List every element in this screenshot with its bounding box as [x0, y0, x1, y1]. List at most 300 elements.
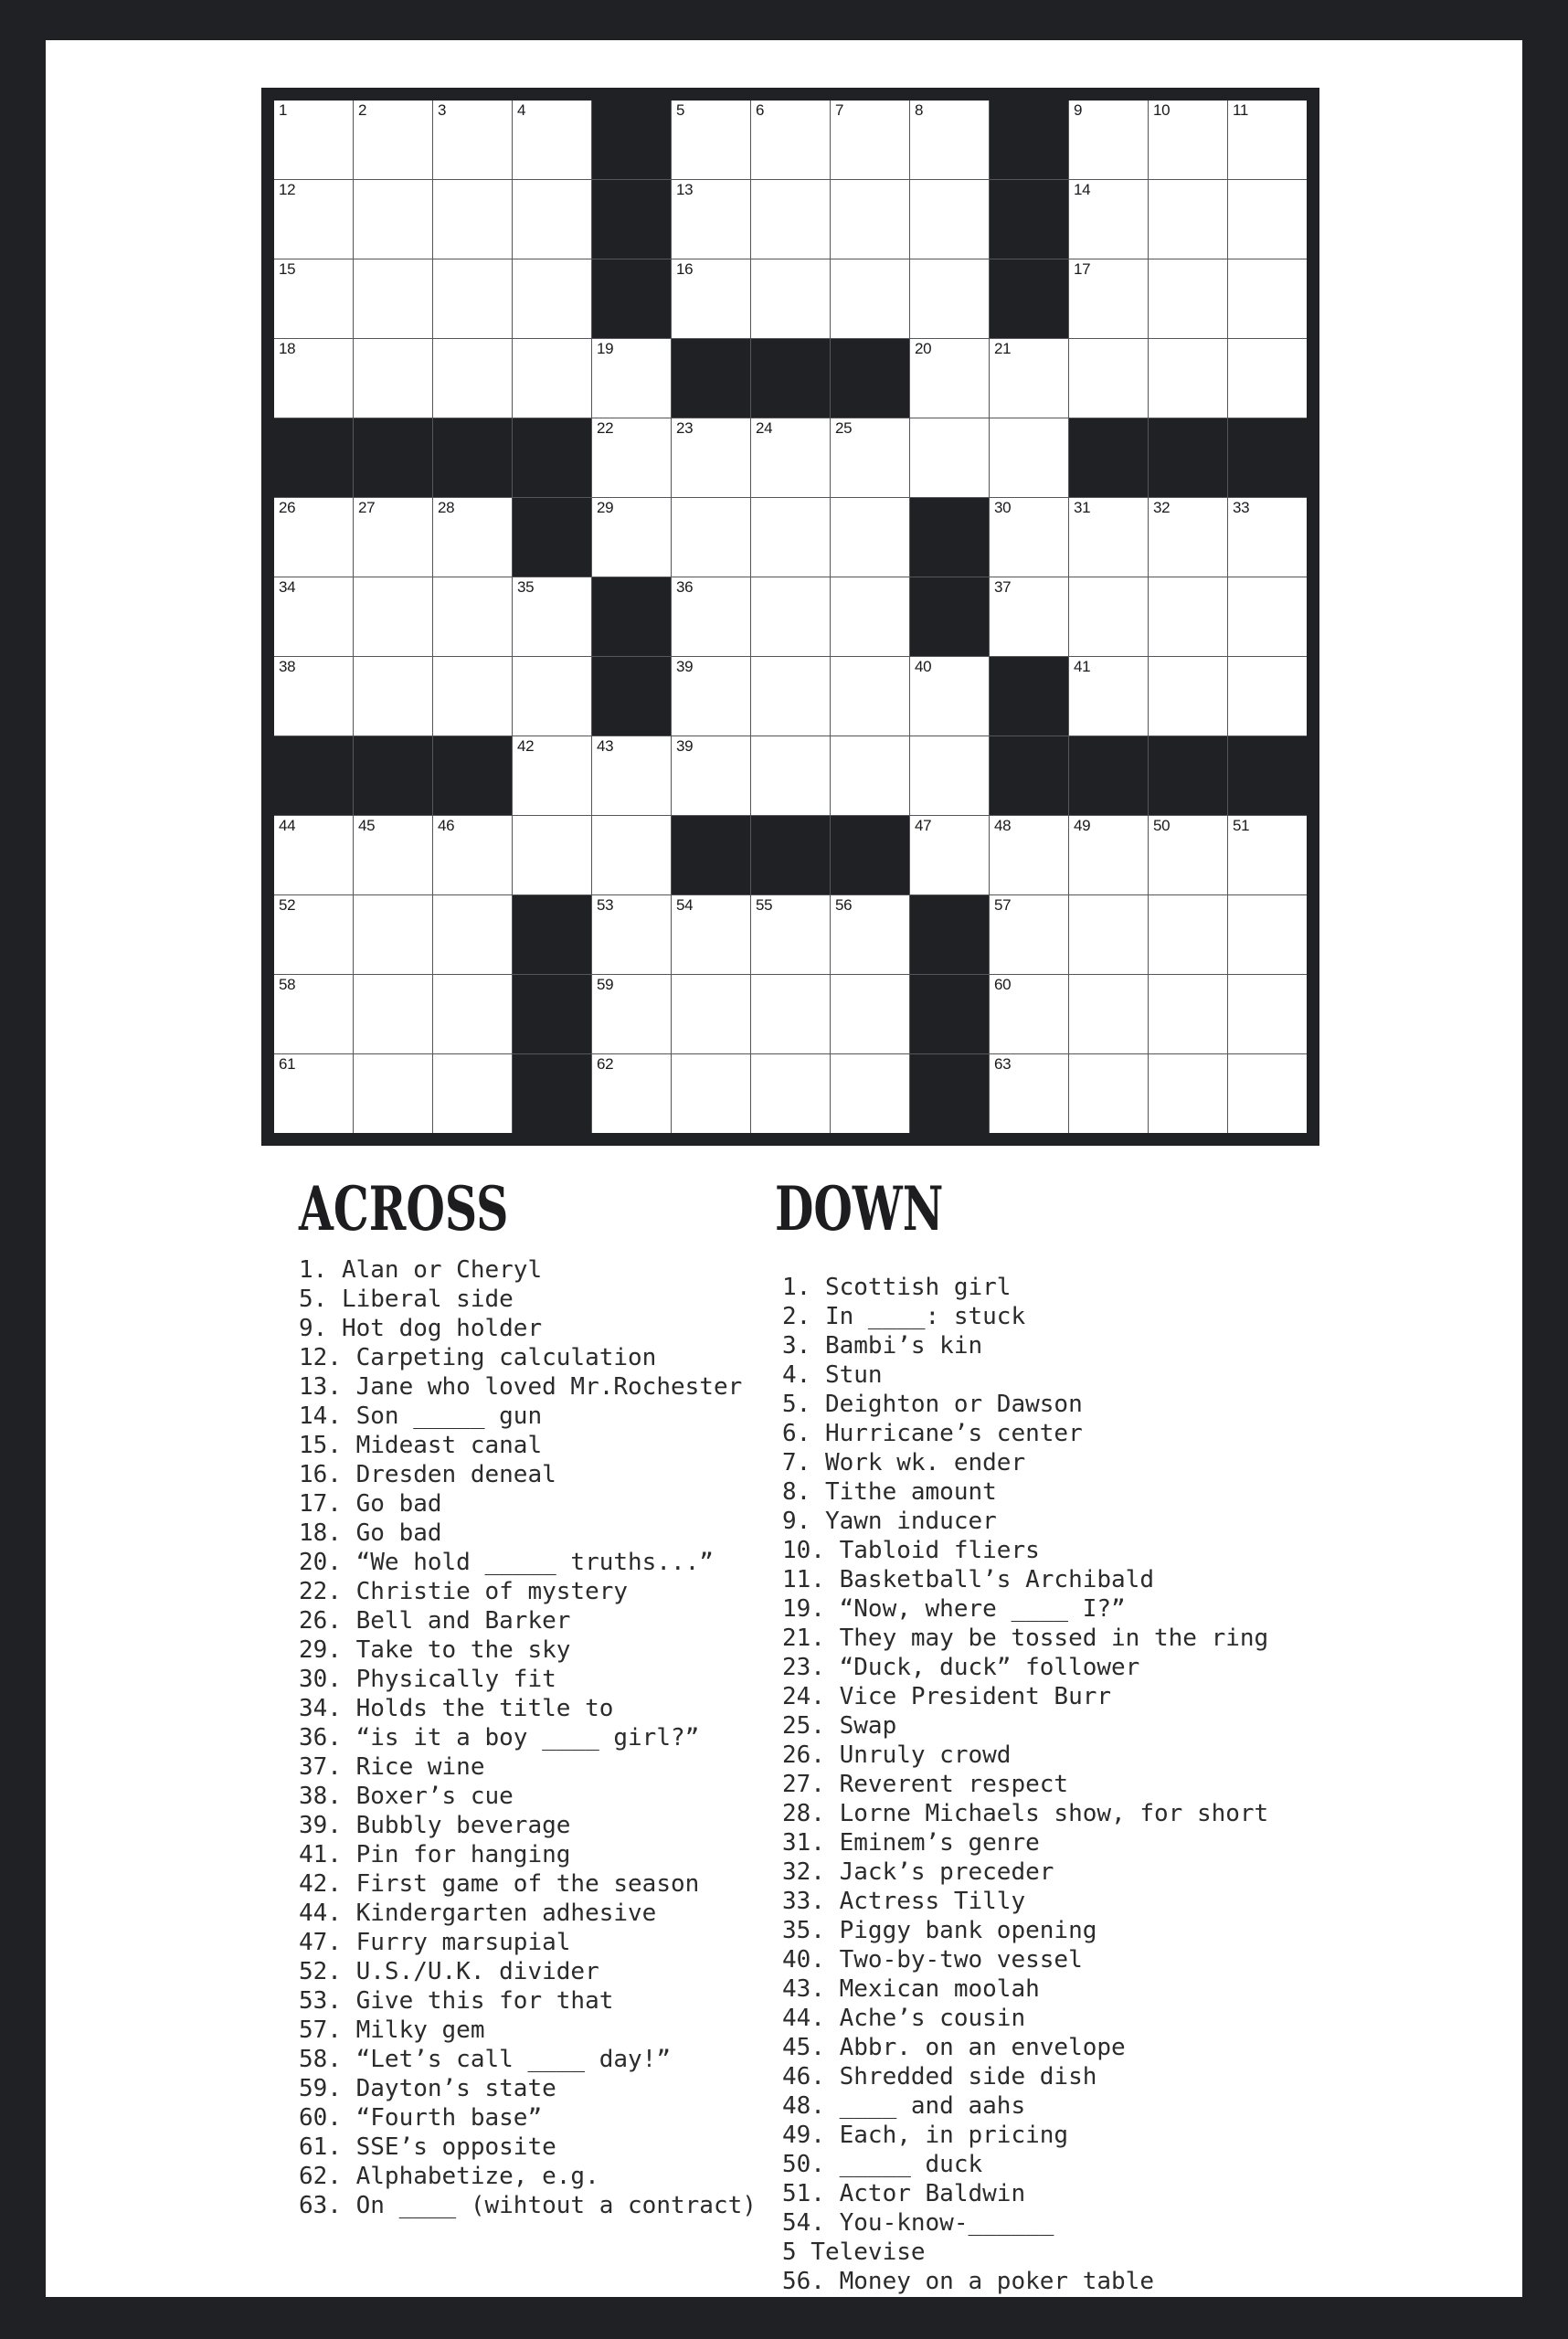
grid-cell[interactable]	[433, 498, 512, 577]
down-clue: 50. _____ duck	[782, 2151, 983, 2178]
cell-number: 63	[994, 1055, 1012, 1073]
grid-cell[interactable]	[592, 975, 671, 1053]
grid-cell[interactable]	[831, 657, 909, 736]
grid-cell[interactable]	[1069, 180, 1148, 259]
cell-number: 28	[438, 499, 455, 516]
grid-cell[interactable]	[1228, 657, 1307, 736]
grid-cell[interactable]	[1228, 1054, 1307, 1133]
cell-number: 38	[279, 658, 296, 675]
down-clue: 51. Actor Baldwin	[782, 2180, 1026, 2207]
across-clue: 34. Holds the title to	[299, 1695, 614, 1722]
grid-cell-black	[990, 180, 1068, 259]
cell-number: 8	[915, 101, 924, 119]
grid-cell[interactable]	[354, 577, 432, 656]
grid-cell[interactable]	[990, 816, 1068, 894]
grid-cell-black	[910, 498, 989, 577]
grid-cell-black	[513, 1054, 591, 1133]
down-clue: 35. Piggy bank opening	[782, 1917, 1097, 1944]
grid-cell[interactable]	[274, 657, 353, 736]
across-clue: 20. “We hold _____ truths...”	[299, 1549, 714, 1576]
cell-number: 23	[676, 419, 694, 437]
cell-number: 60	[994, 976, 1012, 993]
across-clue: 53. Give this for that	[299, 1987, 614, 2015]
grid-cell-black	[751, 339, 830, 418]
cell-number: 48	[994, 817, 1012, 834]
grid-cell[interactable]	[592, 498, 671, 577]
cell-number: 31	[1074, 499, 1091, 516]
grid-cell[interactable]	[274, 339, 353, 418]
grid-cell[interactable]	[1069, 816, 1148, 894]
grid-cell[interactable]	[990, 339, 1068, 418]
cell-number: 26	[279, 499, 296, 516]
grid-cell[interactable]	[990, 975, 1068, 1053]
grid-cell-black	[1149, 418, 1227, 497]
grid-cell[interactable]	[513, 816, 591, 894]
grid-cell[interactable]	[1149, 180, 1227, 259]
grid-cell[interactable]	[592, 736, 671, 815]
grid-cell[interactable]	[1149, 339, 1227, 418]
cell-number: 58	[279, 976, 296, 993]
grid-cell[interactable]	[1228, 339, 1307, 418]
across-clue: 5. Liberal side	[299, 1286, 514, 1313]
down-clue: 19. “Now, where ____ I?”	[782, 1595, 1126, 1623]
grid-cell-black	[1069, 736, 1148, 815]
grid-cell[interactable]	[274, 577, 353, 656]
grid-cell-black	[433, 736, 512, 815]
cell-number: 35	[517, 578, 535, 596]
across-clue: 41. Pin for hanging	[299, 1841, 571, 1868]
grid-cell[interactable]	[274, 816, 353, 894]
grid-cell[interactable]	[831, 577, 909, 656]
across-clue: 15. Mideast canal	[299, 1432, 543, 1459]
grid-cell[interactable]	[751, 418, 830, 497]
cell-number: 57	[994, 896, 1012, 914]
grid-cell-black	[274, 418, 353, 497]
grid-cell[interactable]	[274, 180, 353, 259]
grid-cell[interactable]	[990, 577, 1068, 656]
grid-cell[interactable]	[831, 180, 909, 259]
cell-number: 40	[915, 658, 932, 675]
cell-number: 52	[279, 896, 296, 914]
cell-number: 55	[756, 896, 773, 914]
grid-cell[interactable]	[513, 657, 591, 736]
cell-number: 27	[358, 499, 376, 516]
grid-cell[interactable]	[672, 418, 750, 497]
across-clue: 44. Kindergarten adhesive	[299, 1900, 657, 1927]
grid-cell-black	[990, 101, 1068, 179]
grid-cell[interactable]	[672, 577, 750, 656]
grid-cell[interactable]	[433, 816, 512, 894]
grid-cell-black	[433, 418, 512, 497]
grid-cell[interactable]	[513, 101, 591, 179]
cell-number: 19	[597, 340, 614, 357]
grid-cell[interactable]	[1149, 1054, 1227, 1133]
crossword-grid-frame	[261, 88, 1319, 1146]
cell-number: 21	[994, 340, 1012, 357]
grid-cell-black	[672, 816, 750, 894]
grid-cell[interactable]	[433, 101, 512, 179]
across-clue: 60. “Fourth base”	[299, 2104, 543, 2132]
cell-number: 25	[835, 419, 853, 437]
grid-cell[interactable]	[354, 975, 432, 1053]
cell-number: 13	[676, 181, 694, 198]
cell-number: 33	[1233, 499, 1250, 516]
grid-cell[interactable]	[1228, 498, 1307, 577]
grid-cell[interactable]	[433, 339, 512, 418]
grid-cell[interactable]	[831, 259, 909, 338]
down-clue: 45. Abbr. on an envelope	[782, 2034, 1126, 2061]
across-clue: 52. U.S./U.K. divider	[299, 1958, 599, 1985]
down-clue: 49. Each, in pricing	[782, 2122, 1069, 2149]
cell-number: 45	[358, 817, 376, 834]
grid-cell-black	[1228, 736, 1307, 815]
cell-number: 16	[676, 260, 694, 278]
cell-number: 15	[279, 260, 296, 278]
down-clue: 48. ____ and aahs	[782, 2092, 1026, 2120]
grid-cell[interactable]	[592, 895, 671, 974]
across-clue: 26. Bell and Barker	[299, 1607, 571, 1635]
across-clue: 59. Dayton’s state	[299, 2075, 556, 2102]
down-clue: 9. Yawn inducer	[782, 1508, 997, 1535]
down-clue: 46. Shredded side dish	[782, 2063, 1097, 2090]
crossword-grid	[274, 101, 1307, 1133]
grid-cell[interactable]	[354, 657, 432, 736]
grid-cell[interactable]	[1069, 1054, 1148, 1133]
grid-cell[interactable]	[1069, 101, 1148, 179]
grid-cell[interactable]	[274, 498, 353, 577]
grid-cell[interactable]	[672, 975, 750, 1053]
across-clue: 47. Furry marsupial	[299, 1929, 571, 1956]
grid-cell[interactable]	[672, 657, 750, 736]
grid-cell[interactable]	[1069, 657, 1148, 736]
grid-cell[interactable]	[592, 816, 671, 894]
grid-cell[interactable]	[1228, 577, 1307, 656]
grid-cell[interactable]	[990, 418, 1068, 497]
down-clue: 5. Deighton or Dawson	[782, 1391, 1083, 1418]
grid-cell[interactable]	[1149, 101, 1227, 179]
down-clue: 6. Hurricane’s center	[782, 1420, 1083, 1447]
grid-cell[interactable]	[1228, 816, 1307, 894]
across-clue: 38. Boxer’s cue	[299, 1783, 514, 1810]
grid-cell-black	[354, 418, 432, 497]
grid-cell[interactable]	[672, 1054, 750, 1133]
grid-cell[interactable]	[354, 339, 432, 418]
grid-cell[interactable]	[1069, 895, 1148, 974]
grid-cell-black	[910, 895, 989, 974]
grid-cell-black	[513, 895, 591, 974]
grid-cell-black	[592, 577, 671, 656]
grid-cell-black	[910, 975, 989, 1053]
grid-cell-black	[990, 657, 1068, 736]
down-clue: 5 Televise	[782, 2238, 926, 2266]
cell-number: 37	[994, 578, 1012, 596]
cell-number: 30	[994, 499, 1012, 516]
down-clue: 43. Mexican moolah	[782, 1975, 1040, 2003]
cell-number: 56	[835, 896, 853, 914]
down-clue: 2. In ____: stuck	[782, 1303, 1026, 1330]
grid-cell[interactable]	[1069, 975, 1148, 1053]
grid-cell[interactable]	[433, 259, 512, 338]
grid-cell[interactable]	[433, 975, 512, 1053]
grid-cell-black	[990, 736, 1068, 815]
grid-cell[interactable]	[1149, 895, 1227, 974]
down-clue: 25. Swap	[782, 1712, 897, 1740]
cell-number: 10	[1153, 101, 1171, 119]
grid-cell[interactable]	[513, 180, 591, 259]
cell-number: 47	[915, 817, 932, 834]
grid-cell-black	[592, 180, 671, 259]
grid-cell[interactable]	[592, 418, 671, 497]
cell-number: 7	[835, 101, 844, 119]
down-clue: 7. Work wk. ender	[782, 1449, 1026, 1476]
grid-cell[interactable]	[1149, 259, 1227, 338]
grid-cell[interactable]	[354, 895, 432, 974]
across-clue: 1. Alan or Cheryl	[299, 1256, 543, 1284]
grid-cell[interactable]	[1228, 101, 1307, 179]
grid-cell[interactable]	[433, 1054, 512, 1133]
grid-cell[interactable]	[513, 736, 591, 815]
grid-cell[interactable]	[274, 1054, 353, 1133]
grid-cell[interactable]	[910, 259, 989, 338]
grid-cell[interactable]	[433, 180, 512, 259]
cell-number: 20	[915, 340, 932, 357]
cell-number: 61	[279, 1055, 296, 1073]
grid-cell[interactable]	[354, 1054, 432, 1133]
grid-cell[interactable]	[672, 180, 750, 259]
grid-cell[interactable]	[354, 816, 432, 894]
cell-number: 50	[1153, 817, 1171, 834]
cell-number: 5	[676, 101, 685, 119]
down-clue: 56. Money on a poker table	[782, 2268, 1154, 2295]
grid-cell[interactable]	[831, 975, 909, 1053]
down-clue: 40. Two-by-two vessel	[782, 1946, 1083, 1974]
grid-cell[interactable]	[274, 259, 353, 338]
grid-cell[interactable]	[354, 498, 432, 577]
grid-cell[interactable]	[433, 895, 512, 974]
grid-cell[interactable]	[831, 1054, 909, 1133]
cell-number: 53	[597, 896, 614, 914]
grid-cell[interactable]	[910, 657, 989, 736]
across-clue: 63. On ____ (wihtout a contract)	[299, 2192, 757, 2219]
grid-cell[interactable]	[592, 339, 671, 418]
grid-cell[interactable]	[751, 975, 830, 1053]
grid-cell[interactable]	[1228, 975, 1307, 1053]
grid-cell-black	[513, 975, 591, 1053]
down-clue-list	[782, 1273, 1268, 2296]
down-clue: 44. Ache’s cousin	[782, 2005, 1026, 2032]
cell-number: 51	[1233, 817, 1250, 834]
grid-cell[interactable]	[831, 498, 909, 577]
across-clue: 30. Physically fit	[299, 1666, 556, 1693]
grid-cell[interactable]	[274, 895, 353, 974]
grid-cell[interactable]	[910, 418, 989, 497]
cell-number: 2	[358, 101, 367, 119]
down-clue: 26. Unruly crowd	[782, 1741, 1012, 1769]
across-clue: 13. Jane who loved Mr.Rochester	[299, 1373, 743, 1401]
cell-number: 44	[279, 817, 296, 834]
grid-cell[interactable]	[831, 736, 909, 815]
grid-cell[interactable]	[1228, 895, 1307, 974]
cell-number: 42	[517, 737, 535, 755]
grid-cell[interactable]	[1228, 259, 1307, 338]
grid-cell[interactable]	[751, 895, 830, 974]
grid-cell[interactable]	[751, 498, 830, 577]
cell-number: 14	[1074, 181, 1091, 198]
across-clue: 37. Rice wine	[299, 1753, 485, 1781]
grid-cell[interactable]	[672, 101, 750, 179]
grid-cell-black	[831, 816, 909, 894]
grid-cell-black	[592, 657, 671, 736]
down-clue: 33. Actress Tilly	[782, 1888, 1026, 1915]
down-clue: 11. Basketball’s Archibald	[782, 1566, 1154, 1593]
grid-cell[interactable]	[433, 657, 512, 736]
grid-cell-black	[831, 339, 909, 418]
grid-cell[interactable]	[274, 975, 353, 1053]
grid-cell[interactable]	[1069, 577, 1148, 656]
grid-cell[interactable]	[672, 895, 750, 974]
grid-cell[interactable]	[1228, 180, 1307, 259]
grid-cell[interactable]	[831, 418, 909, 497]
down-clue: 3. Bambi’s kin	[782, 1332, 983, 1360]
grid-cell[interactable]	[433, 577, 512, 656]
grid-cell-black	[592, 101, 671, 179]
down-clue: 23. “Duck, duck” follower	[782, 1654, 1140, 1681]
across-clue: 12. Carpeting calculation	[299, 1344, 657, 1371]
cell-number: 32	[1153, 499, 1171, 516]
down-clue: 4. Stun	[782, 1361, 883, 1389]
grid-cell[interactable]	[751, 180, 830, 259]
cell-number: 43	[597, 737, 614, 755]
across-clue: 22. Christie of mystery	[299, 1578, 629, 1605]
grid-cell[interactable]	[354, 180, 432, 259]
down-clue: 54. You-know-______	[782, 2209, 1054, 2237]
down-clue: 28. Lorne Michaels show, for short	[782, 1800, 1269, 1827]
grid-cell[interactable]	[910, 101, 989, 179]
down-clue: 1. Scottish girl	[782, 1274, 1012, 1301]
grid-cell[interactable]	[910, 736, 989, 815]
across-clue: 39. Bubbly beverage	[299, 1812, 571, 1839]
cell-number: 62	[597, 1055, 614, 1073]
grid-cell-black	[513, 418, 591, 497]
grid-cell[interactable]	[513, 339, 591, 418]
cell-number: 41	[1074, 658, 1091, 675]
cell-number: 12	[279, 181, 296, 198]
across-clue: 18. Go bad	[299, 1519, 442, 1547]
grid-cell-black	[354, 736, 432, 815]
grid-cell[interactable]	[672, 736, 750, 815]
grid-cell[interactable]	[672, 498, 750, 577]
grid-cell[interactable]	[990, 1054, 1068, 1133]
grid-cell[interactable]	[751, 736, 830, 815]
grid-cell[interactable]	[1069, 339, 1148, 418]
grid-cell[interactable]	[751, 577, 830, 656]
grid-cell[interactable]	[751, 101, 830, 179]
across-clue: 16. Dresden deneal	[299, 1461, 556, 1488]
across-clue: 29. Take to the sky	[299, 1636, 571, 1664]
grid-cell[interactable]	[1069, 498, 1148, 577]
cell-number: 36	[676, 578, 694, 596]
grid-cell[interactable]	[513, 577, 591, 656]
grid-cell-black	[1228, 418, 1307, 497]
down-clue: 24. Vice President Burr	[782, 1683, 1112, 1710]
across-clue: 9. Hot dog holder	[299, 1315, 543, 1342]
down-clue: 27. Reverent respect	[782, 1771, 1069, 1798]
grid-cell-black	[513, 498, 591, 577]
cell-number: 59	[597, 976, 614, 993]
grid-cell[interactable]	[990, 895, 1068, 974]
down-clue: 10. Tabloid fliers	[782, 1537, 1040, 1564]
cell-number: 34	[279, 578, 296, 596]
cell-number: 6	[756, 101, 765, 119]
grid-cell[interactable]	[831, 895, 909, 974]
cell-number: 46	[438, 817, 455, 834]
cell-number: 39	[676, 658, 694, 675]
grid-cell[interactable]	[751, 259, 830, 338]
grid-cell[interactable]	[592, 1054, 671, 1133]
grid-cell[interactable]	[354, 259, 432, 338]
down-clue: 31. Eminem’s genre	[782, 1829, 1040, 1857]
grid-cell[interactable]	[1069, 259, 1148, 338]
grid-cell[interactable]	[1149, 577, 1227, 656]
cell-number: 3	[438, 101, 447, 119]
grid-cell[interactable]	[672, 259, 750, 338]
grid-cell-black	[592, 259, 671, 338]
across-clue: 62. Alphabetize, e.g.	[299, 2163, 599, 2190]
grid-cell[interactable]	[1149, 975, 1227, 1053]
cell-number: 18	[279, 340, 296, 357]
across-heading: ACROSS	[299, 1173, 509, 1244]
puzzle-page	[46, 40, 1522, 2297]
cell-number: 39	[676, 737, 694, 755]
cell-number: 17	[1074, 260, 1091, 278]
grid-cell[interactable]	[513, 259, 591, 338]
cell-number: 11	[1233, 101, 1249, 119]
grid-cell-black	[751, 816, 830, 894]
grid-cell-black	[910, 577, 989, 656]
grid-cell[interactable]	[910, 339, 989, 418]
cell-number: 22	[597, 419, 614, 437]
grid-cell[interactable]	[910, 816, 989, 894]
down-clue: 32. Jack’s preceder	[782, 1858, 1054, 1886]
grid-cell[interactable]	[751, 657, 830, 736]
across-clue: 36. “is it a boy ____ girl?”	[299, 1724, 700, 1752]
across-clue: 61. SSE’s opposite	[299, 2133, 556, 2161]
across-clue: 42. First game of the season	[299, 1870, 700, 1898]
cell-number: 29	[597, 499, 614, 516]
grid-cell[interactable]	[990, 498, 1068, 577]
grid-cell[interactable]	[274, 101, 353, 179]
down-heading: DOWN	[775, 1173, 944, 1244]
cell-number: 4	[517, 101, 526, 119]
grid-cell[interactable]	[831, 101, 909, 179]
down-clue: 8. Tithe amount	[782, 1478, 997, 1506]
across-clue: 57. Milky gem	[299, 2016, 485, 2044]
grid-cell[interactable]	[1149, 816, 1227, 894]
grid-cell-black	[672, 339, 750, 418]
grid-cell-black	[274, 736, 353, 815]
grid-cell[interactable]	[1149, 498, 1227, 577]
grid-cell-black	[1069, 418, 1148, 497]
across-clue: 17. Go bad	[299, 1490, 442, 1518]
grid-cell[interactable]	[354, 101, 432, 179]
grid-cell-black	[990, 259, 1068, 338]
grid-cell-black	[1149, 736, 1227, 815]
grid-cell[interactable]	[1149, 657, 1227, 736]
cell-number: 9	[1074, 101, 1083, 119]
across-clue: 58. “Let’s call ____ day!”	[299, 2046, 671, 2073]
grid-cell[interactable]	[910, 180, 989, 259]
grid-cell[interactable]	[751, 1054, 830, 1133]
